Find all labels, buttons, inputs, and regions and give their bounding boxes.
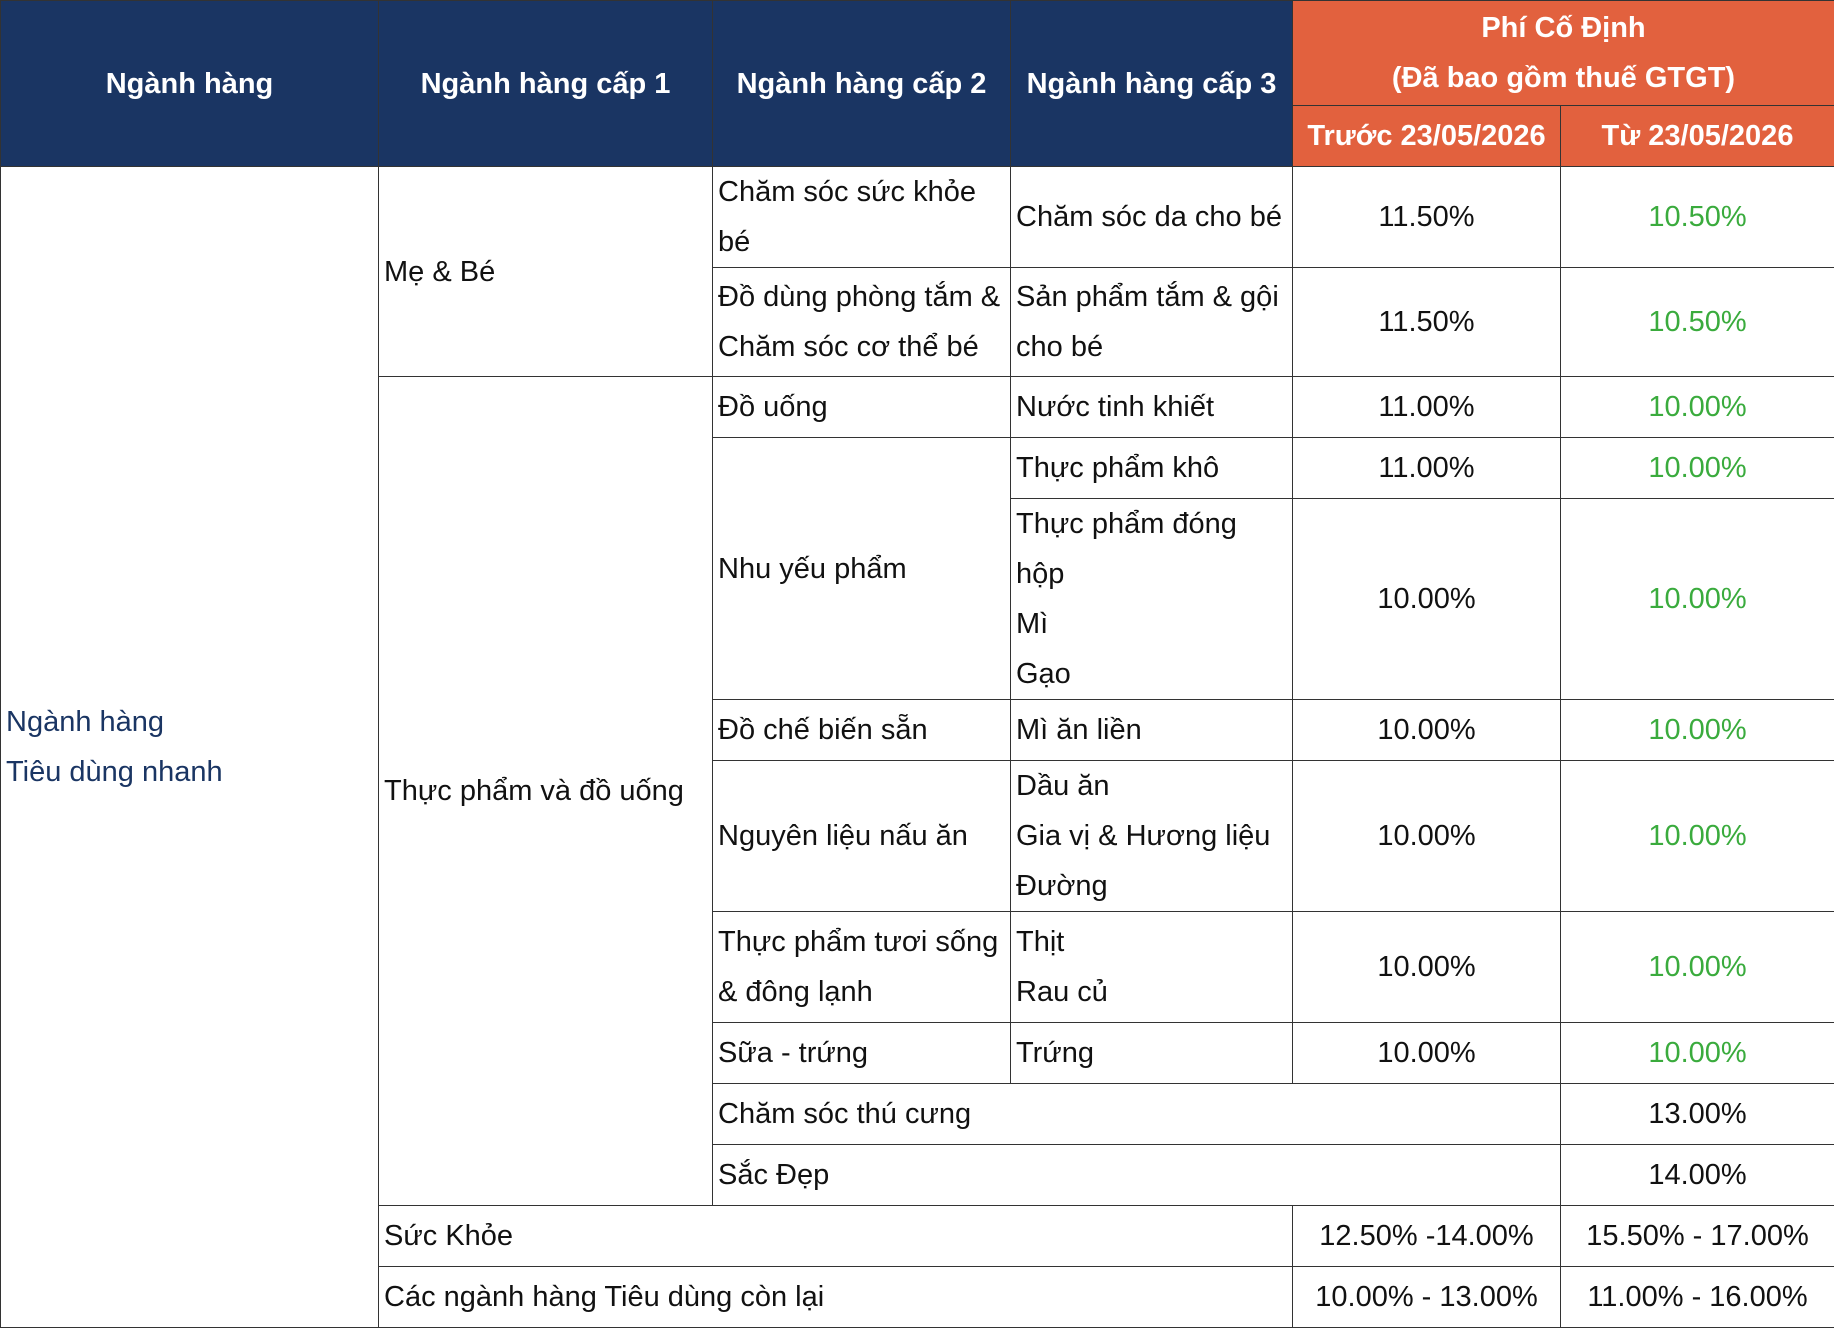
cap2-cell: Đồ dùng phòng tắm & Chăm sóc cơ thể bé [713,268,1011,377]
cap3-cell: Thực phẩm khô [1011,438,1293,499]
before-value: 11.00% [1293,377,1561,438]
simple-row-label: Sức Khỏe [379,1206,1293,1267]
simple-row-label: Các ngành hàng Tiêu dùng còn lại [379,1267,1293,1328]
header-before-date: Trước 23/05/2026 [1293,106,1561,167]
header-cap2: Ngành hàng cấp 2 [713,1,1011,167]
cap3-cell: Nước tinh khiết [1011,377,1293,438]
cap2-cell: Chăm sóc sức khỏe bé [713,167,1011,268]
cap3-cell: Mì ăn liền [1011,700,1293,761]
before-value: 10.00% [1293,761,1561,912]
from-value: 10.00% [1561,438,1834,499]
before-value: 10.00% [1293,700,1561,761]
cap3-cell: Thực phẩm đóng hộp Mì Gạo [1011,499,1293,700]
cap2-cell: Sữa - trứng [713,1023,1011,1084]
from-value: 10.00% [1561,1023,1834,1084]
simple-row-label: Sắc Đẹp [713,1145,1561,1206]
cap3-cell: Thịt Rau củ [1011,912,1293,1023]
before-value: 11.50% [1293,167,1561,268]
fee-title-line2: (Đã bao gồm thuế GTGT) [1298,53,1829,103]
before-value: 11.50% [1293,268,1561,377]
before-value: 10.00% - 13.00% [1293,1267,1561,1328]
cap2-cell: Đồ uống [713,377,1011,438]
main-category-line1: Ngành hàng [6,697,373,747]
cap3-cell: Trứng [1011,1023,1293,1084]
from-value: 10.00% [1561,499,1834,700]
simple-row-label: Chăm sóc thú cưng [713,1084,1561,1145]
before-value: 10.00% [1293,1023,1561,1084]
from-value: 15.50% - 17.00% [1561,1206,1834,1267]
before-value: 10.00% [1293,912,1561,1023]
cap2-cell: Nguyên liệu nấu ăn [713,761,1011,912]
from-value: 10.50% [1561,167,1834,268]
header-cap3: Ngành hàng cấp 3 [1011,1,1293,167]
before-value: 13.00% [1561,1084,1834,1145]
header-fee-title [1293,1,1834,106]
main-category-cell [1,167,379,1328]
cap3-cell: Chăm sóc da cho bé [1011,167,1293,268]
table-row [1,167,1834,268]
cap3-cell: Dầu ăn Gia vị & Hương liệu Đường [1011,761,1293,912]
before-value: 11.00% [1293,438,1561,499]
cap2-cell: Nhu yếu phẩm [713,438,1011,700]
from-value: 10.00% [1561,377,1834,438]
header-cap1: Ngành hàng cấp 1 [379,1,713,167]
before-value: 12.50% -14.00% [1293,1206,1561,1267]
cap2-cell: Đồ chế biến sẵn [713,700,1011,761]
cap3-cell: Sản phẩm tắm & gội cho bé [1011,268,1293,377]
group-me-be: Mẹ & Bé [379,167,713,377]
group-thuc-pham: Thực phẩm và đồ uống [379,377,713,1206]
from-value: 10.00% [1561,761,1834,912]
fee-title-line1: Phí Cố Định [1298,3,1829,53]
header-nganh-hang: Ngành hàng [1,1,379,167]
from-value: 10.50% [1561,268,1834,377]
cap2-cell: Thực phẩm tươi sống & đông lạnh [713,912,1011,1023]
from-value: 10.00% [1561,700,1834,761]
from-value: 10.00% [1561,912,1834,1023]
before-value: 14.00% [1561,1145,1834,1206]
main-category-line2: Tiêu dùng nhanh [6,747,373,797]
header-from-date: Từ 23/05/2026 [1561,106,1834,167]
before-value: 10.00% [1293,499,1561,700]
from-value: 11.00% - 16.00% [1561,1267,1834,1328]
